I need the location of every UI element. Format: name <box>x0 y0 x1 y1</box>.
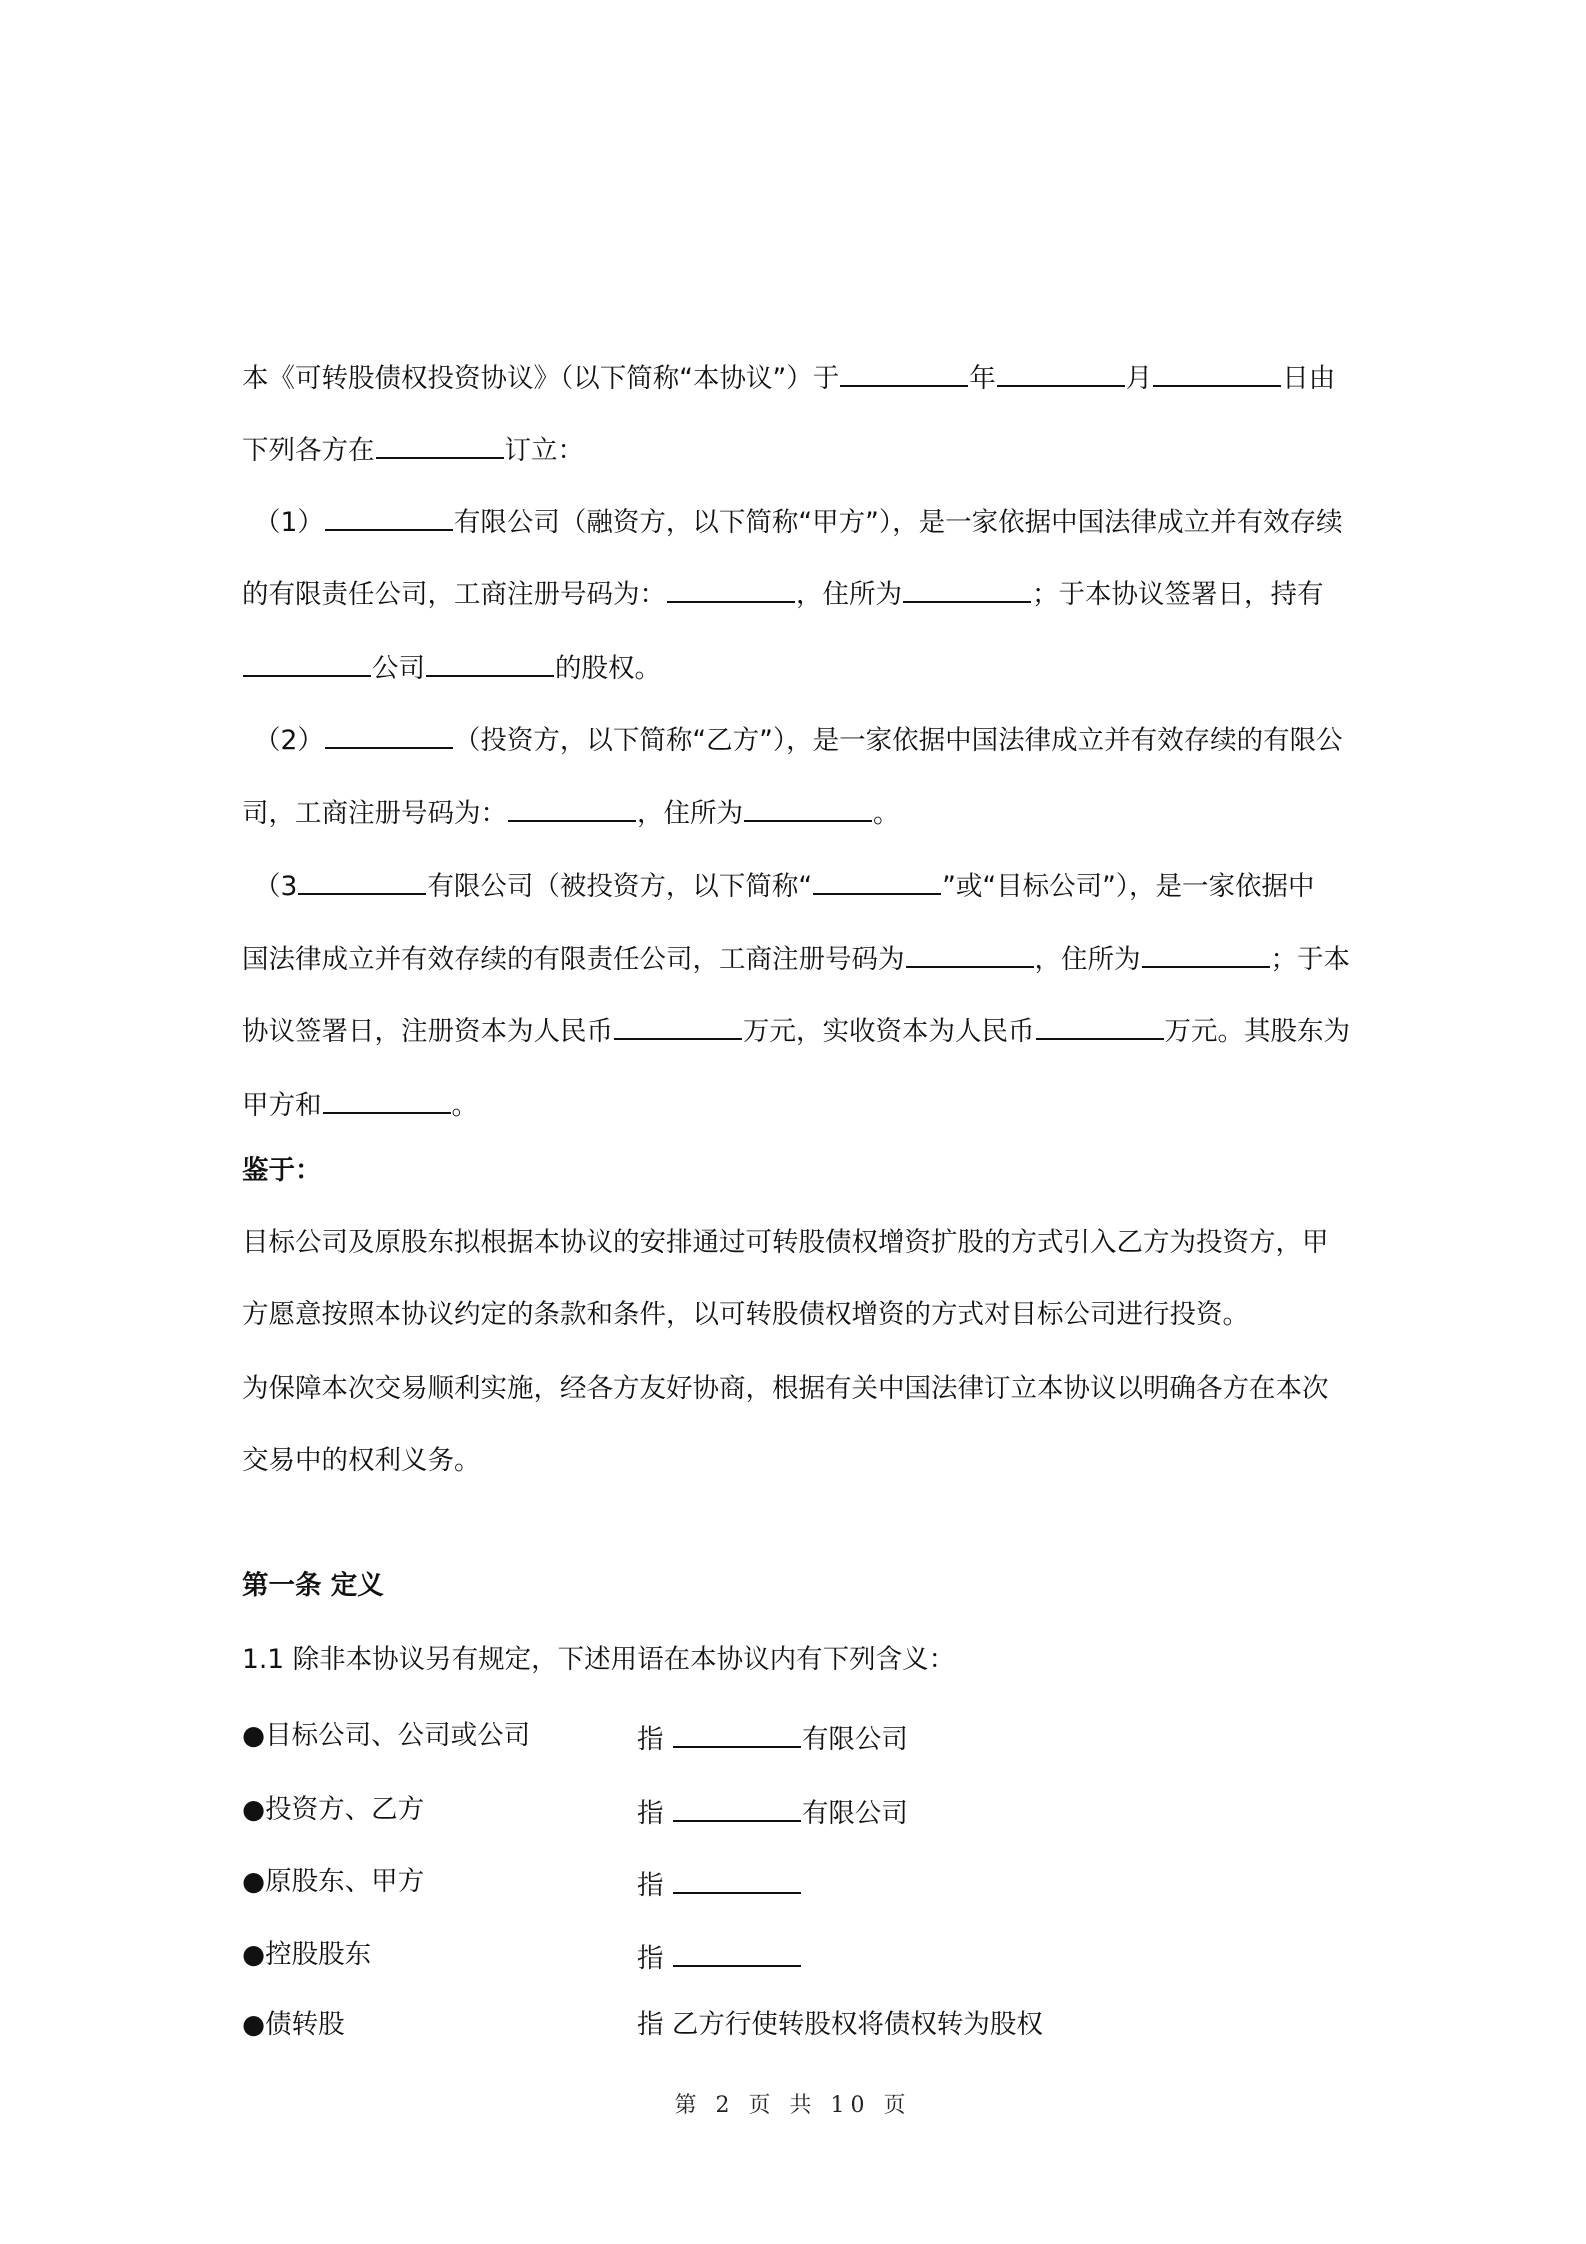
fill-in-blank <box>243 647 371 677</box>
section-heading <box>242 1568 384 1604</box>
fill-in-blank <box>298 865 426 895</box>
text-segment: 公司 <box>372 653 425 684</box>
text-segment: 指 <box>637 1798 672 1829</box>
paragraph-line <box>242 647 661 687</box>
text-segment: ，住所为 <box>637 798 743 829</box>
text-segment: 万元，实收资本为人民币 <box>743 1016 1035 1047</box>
fill-in-blank <box>323 1084 451 1114</box>
definition-value <box>637 1792 908 1832</box>
text-segment: 订立： <box>504 435 584 466</box>
text-segment: 指 乙方行使转股权将债权转为股权 <box>637 2009 1043 2040</box>
paragraph-line <box>254 501 1343 541</box>
fill-in-blank <box>744 792 872 822</box>
fill-in-blank <box>667 573 795 603</box>
text-segment: （3 <box>254 871 298 902</box>
definition-term: ●原股东、甲方 <box>242 1866 425 1897</box>
fill-in-blank <box>325 719 453 749</box>
paragraph-line <box>242 1297 1249 1333</box>
fill-in-blank <box>906 938 1034 968</box>
page-footer: 第 2 页 共 10 页 <box>674 2093 912 2118</box>
fill-in-blank <box>614 1010 742 1040</box>
text-segment: 有限公司 <box>801 1798 908 1829</box>
fill-in-blank <box>813 865 941 895</box>
fill-in-blank <box>673 1792 801 1822</box>
definition-term: ●投资方、乙方 <box>242 1794 425 1825</box>
paragraph-line <box>242 1225 1329 1261</box>
text-segment: 第一条 定义 <box>242 1570 384 1601</box>
text-segment: 年 <box>969 363 996 394</box>
definition-value <box>637 1937 802 1977</box>
fill-in-blank <box>325 501 453 531</box>
text-segment: 1.1 除非本协议另有规定，下述用语在本协议内有下列含义： <box>242 1644 956 1675</box>
paragraph-line <box>242 1642 955 1678</box>
paragraph-line <box>254 719 1343 759</box>
text-segment: 。 <box>451 1090 478 1121</box>
fill-in-blank <box>673 1864 801 1894</box>
fill-in-blank <box>673 1937 801 1967</box>
text-segment: 。 <box>873 798 900 829</box>
text-segment: 指 <box>637 1724 672 1755</box>
paragraph-line <box>242 1443 481 1479</box>
text-segment: 国法律成立并有效存续的有限责任公司，工商注册号码为 <box>242 944 905 975</box>
text-segment: 日由 <box>1282 363 1336 394</box>
fill-in-blank <box>1036 1010 1164 1040</box>
text-segment: 交易中的权利义务。 <box>242 1445 481 1476</box>
fill-in-blank <box>376 429 504 459</box>
text-segment: 目标公司及原股东拟根据本协议的安排通过可转股债权增资扩股的方式引入乙方为投资方，甲 <box>242 1227 1329 1258</box>
definition-value <box>637 1864 802 1904</box>
text-segment: 协议签署日，注册资本为人民币 <box>242 1016 613 1047</box>
fill-in-blank <box>903 573 1031 603</box>
paragraph-line <box>242 357 1335 397</box>
definition-term: ●目标公司、公司或公司 <box>242 1720 531 1751</box>
text-segment: 为保障本次交易顺利实施，经各方友好协商，根据有关中国法律订立本协议以明确各方在本次 <box>242 1373 1329 1404</box>
text-segment: （2） <box>254 725 324 756</box>
definition-term: ●债转股 <box>242 2009 345 2040</box>
text-segment: 有限公司 <box>801 1724 908 1755</box>
text-segment: （投资方，以下简称“乙方”），是一家依据中国法律成立并有效存续的有限公 <box>453 725 1343 756</box>
text-segment: ”或“目标公司”），是一家依据中 <box>942 871 1315 902</box>
fill-in-blank <box>673 1718 801 1748</box>
text-segment: 下列各方在 <box>242 435 375 466</box>
text-segment: ；于本 <box>1270 944 1350 975</box>
fill-in-blank <box>508 792 636 822</box>
fill-in-blank <box>1142 938 1270 968</box>
paragraph-line <box>254 865 1315 905</box>
text-segment: （1） <box>254 507 324 538</box>
paragraph-line <box>242 573 1324 613</box>
paragraph-line <box>242 1010 1350 1050</box>
text-segment: ；于本协议签署日，持有 <box>1032 579 1324 610</box>
paragraph-line <box>242 938 1350 978</box>
text-segment: 方愿意按照本协议约定的条款和条件，以可转股债权增资的方式对目标公司进行投资。 <box>242 1299 1249 1330</box>
text-segment: 万元。其股东为 <box>1164 1016 1350 1047</box>
text-segment: 指 <box>637 1870 672 1901</box>
text-segment: 的股权。 <box>555 653 661 684</box>
fill-in-blank <box>426 647 554 677</box>
text-segment: ，住所为 <box>1034 944 1141 975</box>
text-segment: 鉴于： <box>242 1155 322 1186</box>
definition-term: ●控股股东 <box>242 1939 372 1970</box>
text-segment: 月 <box>1125 363 1153 394</box>
text-segment: 指 <box>637 1943 672 1974</box>
text-segment: 有限公司（被投资方，以下简称“ <box>427 871 813 902</box>
text-segment: 甲方和 <box>242 1090 322 1121</box>
paragraph-line <box>242 792 900 832</box>
section-heading <box>242 1153 322 1189</box>
text-segment: 司，工商注册号码为： <box>242 798 507 829</box>
definition-value <box>637 2007 1043 2043</box>
text-segment: ，住所为 <box>796 579 902 610</box>
fill-in-blank <box>1153 357 1281 387</box>
text-segment: 本《可转股债权投资协议》（以下简称“本协议”）于 <box>242 363 840 394</box>
text-segment: 的有限责任公司，工商注册号码为： <box>242 579 666 610</box>
fill-in-blank <box>840 357 968 387</box>
definition-value <box>637 1718 908 1758</box>
paragraph-line <box>242 1371 1329 1407</box>
text-segment: 有限公司（融资方，以下简称“甲方”），是一家依据中国法律成立并有效存续 <box>453 507 1343 538</box>
paragraph-line <box>242 1084 478 1124</box>
paragraph-line <box>242 429 584 469</box>
fill-in-blank <box>997 357 1125 387</box>
